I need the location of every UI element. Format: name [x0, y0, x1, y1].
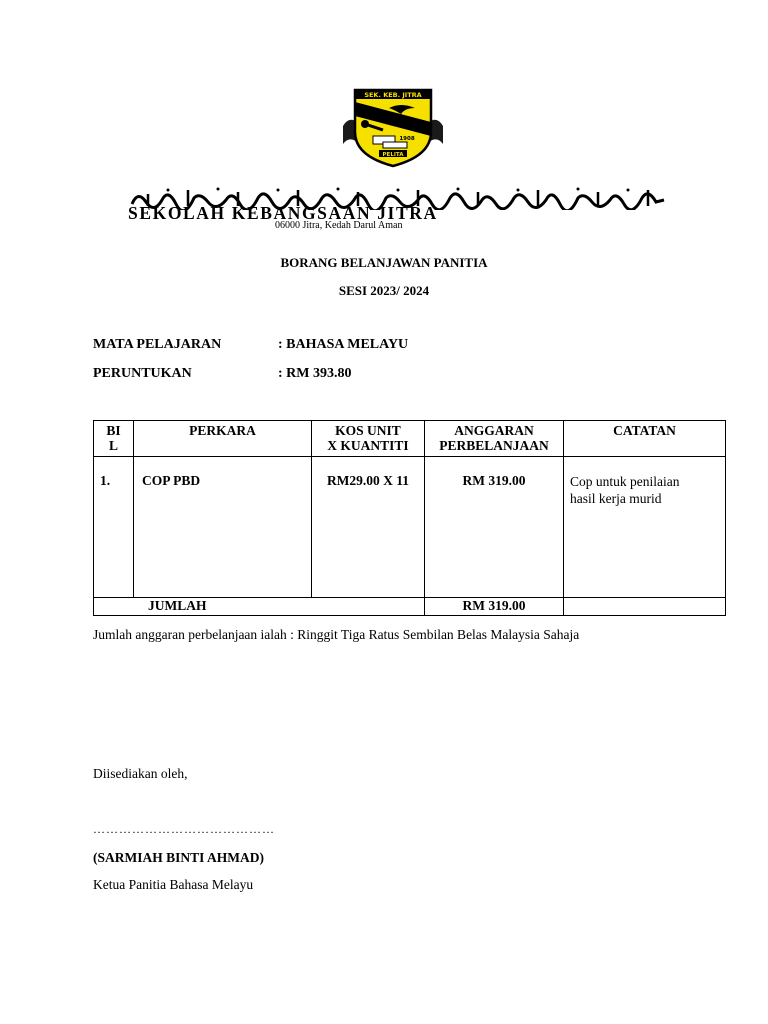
header-anggaran-line-2: PERBELANJAAN	[439, 438, 549, 453]
school-name: SEKOLAH KEBANGSAAN JITRA	[128, 203, 438, 223]
subject-label: MATA PELAJARAN	[93, 337, 222, 352]
row-catatan	[564, 457, 726, 598]
signatory-title: Ketua Panitia Bahasa Melayu	[93, 877, 254, 892]
row-catatan-line-2: hasil kerja murid	[570, 491, 662, 506]
signature-dotted-line: ……………………………………	[93, 822, 275, 836]
signatory-name: (SARMIAH BINTI AHMAD)	[93, 850, 265, 865]
row-anggaran: RM 319.00	[425, 457, 564, 598]
row-kos: RM29.00 X 11	[312, 457, 425, 598]
row-bil: 1.	[94, 457, 134, 598]
header-perkara-text: PERKARA	[189, 423, 256, 438]
subject-value: : BAHASA MELAYU	[278, 337, 409, 352]
crest-bottom-text: PELITA	[382, 152, 404, 158]
header-anggaran	[425, 421, 564, 457]
table-row	[94, 457, 726, 598]
school-address: 06000 Jitra, Kedah Darul Aman	[275, 220, 403, 231]
school-crest-logo	[339, 86, 447, 170]
row-perkara: COP PBD	[134, 457, 312, 598]
form-title: BORANG BELANJAWAN PANITIA	[280, 255, 488, 270]
header-catatan-text: CATATAN	[613, 423, 676, 438]
amount-in-words: Jumlah anggaran perbelanjaan ialah : Ringgit Tiga Ratus Sembilan Belas Malaysia Sahaja	[93, 627, 580, 642]
table-header-row	[94, 421, 726, 457]
header-anggaran-line-1: ANGGARAN	[454, 423, 534, 438]
header-kos-line-2: X KUANTITI	[327, 438, 409, 453]
crest-year-text: 1908	[399, 136, 415, 142]
total-label: JUMLAH	[94, 598, 425, 616]
session-title: SESI 2023/ 2024	[338, 283, 430, 298]
allocation-label: PERUNTUKAN	[93, 366, 192, 381]
header-kos	[312, 421, 425, 457]
row-catatan-line-1: Cop untuk penilaian	[570, 474, 680, 489]
header-kos-line-1: KOS UNIT	[335, 423, 401, 438]
crest-top-text: SEK. KEB. JITRA	[364, 91, 422, 99]
header-bil-line-1: BI	[106, 423, 121, 438]
header-perkara	[134, 421, 312, 457]
total-value: RM 319.00	[425, 598, 564, 616]
allocation-value: : RM 393.80	[278, 366, 352, 381]
table-total-row	[94, 598, 726, 616]
header-bil	[94, 421, 134, 457]
budget-table	[93, 420, 726, 616]
total-empty-cell	[564, 598, 726, 616]
header-bil-line-2: L	[108, 438, 118, 453]
header-catatan	[564, 421, 726, 457]
prepared-by-label: Diisediakan oleh,	[93, 766, 188, 781]
